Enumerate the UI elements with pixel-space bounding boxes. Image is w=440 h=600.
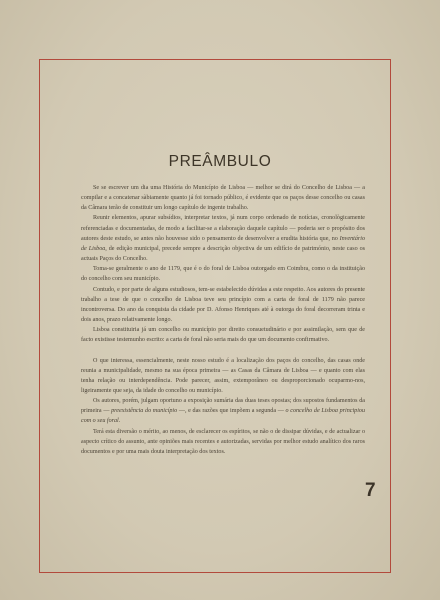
paragraph: [81, 396, 365, 426]
paragraph: [81, 183, 365, 213]
paragraph: [81, 213, 365, 264]
text-run: Lisboa constituiria já um concelho ou município por direito consuetudinário e por assimilação, sem que de facto existisse testemunho escrito: a carta de foral não seria mais do que um documento confirmativo.: [81, 327, 365, 344]
paragraph: [81, 325, 365, 345]
body-text: [81, 183, 365, 457]
italic-text: preexistência do município: [111, 408, 178, 415]
text-run: O que interessa, essencialmente, neste nosso estudo é a localização dos paços do concelho, das casas onde reunia a municipalidade, mesmo na sua época primeira — as Casas da Câmara de Lisboa — e quanto com elas tenha relação ou interdependência. Pode parecer, assim, extemporâneo ou desproporcionado ocuparmo-nos, ligeiramente que seja, da idade do concelho ou município.: [81, 357, 365, 394]
page-title: PREÂMBULO: [168, 153, 272, 170]
text-run: Se se escrever um dia uma História do Município de Lisboa — melhor se dirá do Concelho de Lisboa — a compilar e a concatenar sàbiamente quanto já foi tornado público, é evidente que os paços desse concelho ou casas da Câmara terão de constituir um longo capítulo de ingente trabalho.: [81, 185, 365, 212]
page-number: 7: [365, 480, 376, 501]
paragraph: [81, 427, 365, 457]
text-run: , de edição municipal, precede sempre a descrição objectiva de um edifício de património, neste caso os actuais Paços do Concelho.: [81, 245, 365, 263]
text-run: Toma-se geralmente o ano de 1179, que é o do foral de Lisboa outorgado em Coimbra, como o da instituição do concelho com seu município.: [81, 266, 365, 283]
text-run: Terá esta diversão o mérito, ao menos, de esclarecer os espíritos, se não o de dissipar dúvidas, e de actualizar o aspecto crítico do assunto, ante opiniões mais recentes e autorizadas, servidas por melhor estudo analítico dos raros documentos e por uma mais douta interpretação dos textos.: [81, 428, 365, 455]
text-run: .: [118, 418, 121, 425]
italic-text: o concelho de Lisboa principiou com o seu foral: [81, 408, 366, 425]
paragraph: [81, 356, 365, 397]
paragraph: [81, 264, 365, 284]
text-run: Os autores, porém, julgam oportuno a exposição sumária das duas teses opostas; dos supostos fundamentos da primeira —: [81, 398, 365, 415]
italic-text: Inventário de Lisboa: [81, 235, 365, 252]
paragraph: [81, 285, 365, 326]
text-run: —, e das razões que impõem a segunda —: [177, 408, 286, 415]
text-run: Contudo, e por parte de alguns estudiosos, tem-se estabelecido dúvidas a este respeito. Aos autores do presente trabalho a tese de que o concelho de Lisboa teve seu princípio com a carta de foral de 1179 não parece incontroversa. Do ano da conquista da cidade por D. Afonso Henriques até à outorga do foral decorreram trinta e dois anos, prazo relativamente longo.: [81, 286, 365, 324]
text-run: Reunir elementos, apurar subsídios, interpretar textos, já num corpo ordenado de notícias, cronològicamente referenciadas e documentadas, de modo a facilitar-se a elaboração daquele capítulo — poderia ser o propósito dos autores deste estudo, se antes não houvesse sido o pensamento de desenvolver a erudita história que, no: [81, 215, 365, 242]
